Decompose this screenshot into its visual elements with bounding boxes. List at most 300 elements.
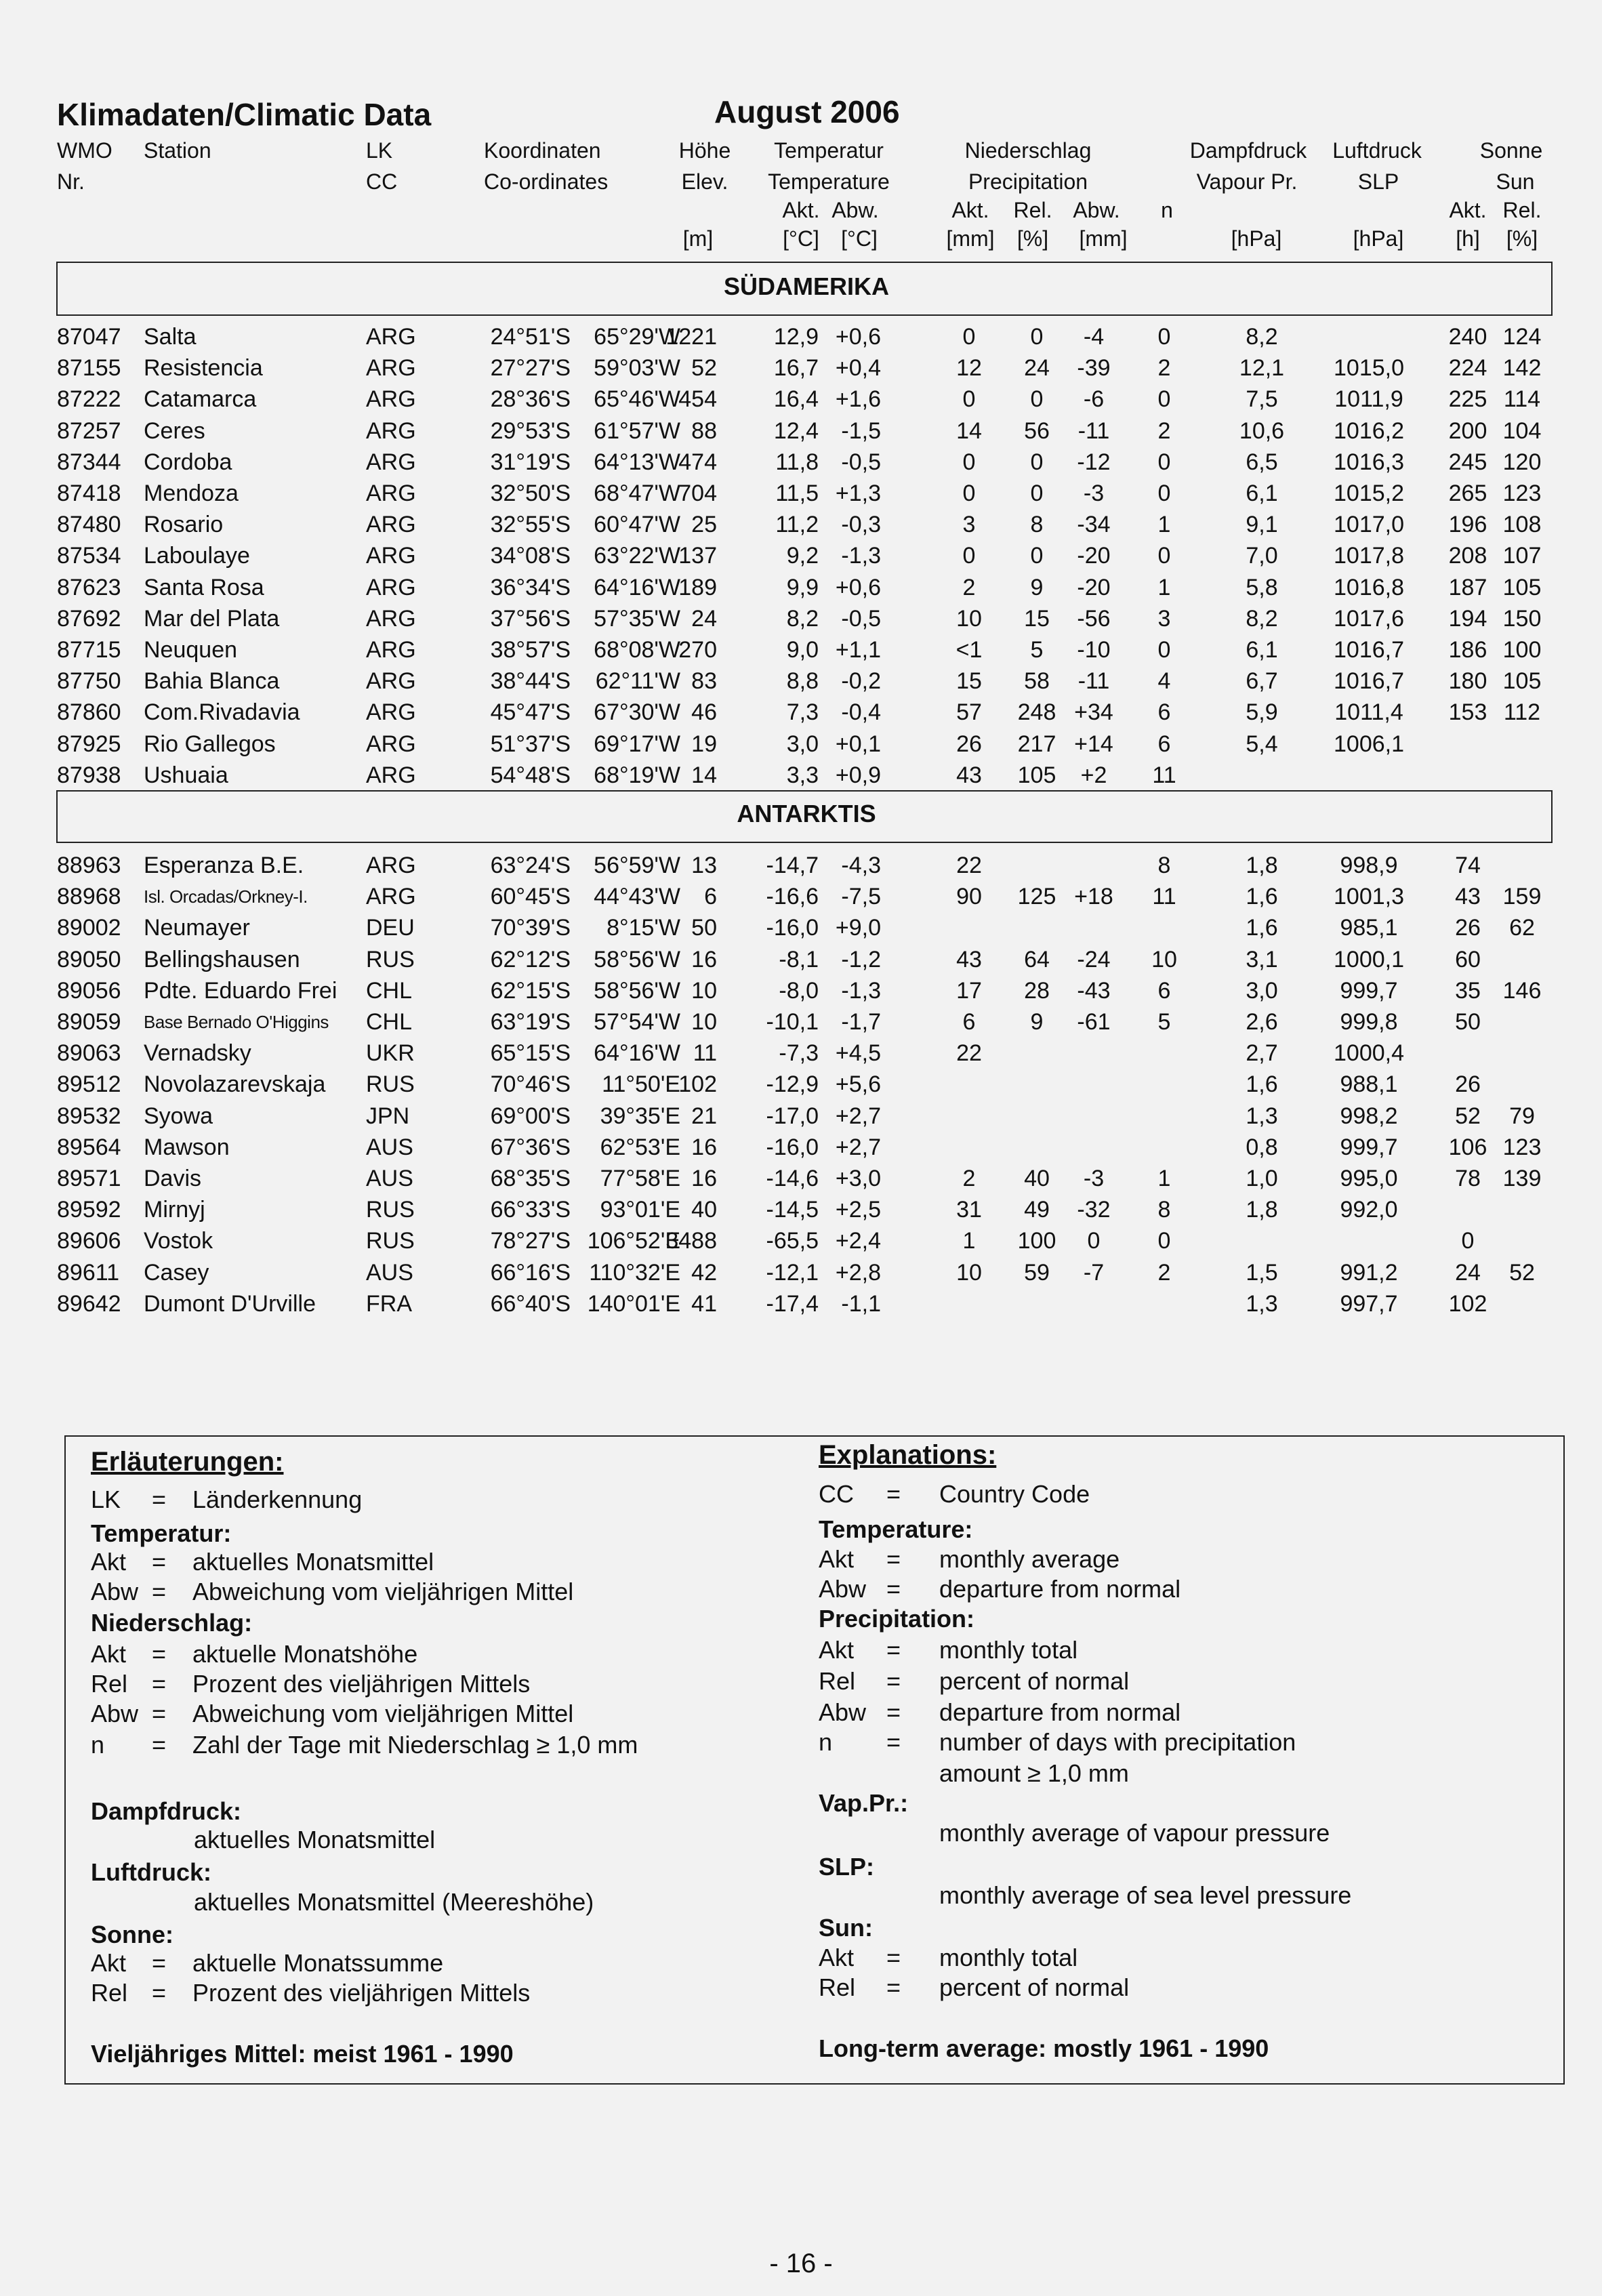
country-code: UKR (366, 1040, 415, 1067)
vapour-pressure: 6,1 (1246, 637, 1278, 663)
table-row (0, 1101, 1602, 1132)
temp-akt: 12,4 (773, 417, 819, 444)
legend-key: n (819, 1728, 833, 1756)
legend-heading: Explanations: (819, 1440, 997, 1470)
sea-level-pressure: 999,7 (1340, 1134, 1398, 1160)
longitude: 62°11'W (595, 668, 680, 695)
longitude: 58°56'W (594, 946, 680, 972)
temp-abw: +2,7 (835, 1134, 881, 1160)
table-row (0, 729, 1602, 760)
latitude: 29°53'S (490, 417, 571, 444)
country-code: JPN (366, 1103, 410, 1129)
sea-level-pressure: 988,1 (1340, 1071, 1398, 1098)
sun-akt: 265 (1448, 480, 1487, 506)
col-temp-en: Temperature (768, 169, 890, 194)
longitude: 69°17'W (594, 731, 680, 757)
legend-equals: = (886, 1698, 901, 1726)
temp-akt: -65,5 (766, 1228, 819, 1254)
temp-akt: 3,3 (786, 762, 819, 788)
elevation: 6 (704, 884, 717, 910)
col-temp-akt: Akt. (782, 198, 820, 222)
sea-level-pressure: 999,7 (1340, 977, 1398, 1004)
prec-days: 2 (1157, 355, 1171, 382)
elevation: 14 (691, 762, 717, 788)
elevation: 24 (691, 605, 717, 632)
latitude: 70°39'S (490, 915, 571, 941)
vapour-pressure: 3,0 (1246, 977, 1278, 1004)
latitude: 67°36'S (490, 1134, 571, 1160)
sun-akt: 50 (1455, 1009, 1481, 1035)
prec-abw: -34 (1077, 512, 1111, 538)
prec-days: 8 (1157, 853, 1171, 878)
sun-rel: 139 (1502, 1166, 1542, 1191)
table-row (0, 603, 1602, 634)
station-name: Mendoza (144, 480, 239, 506)
wmo-nr: 87155 (57, 355, 121, 382)
sun-akt: 78 (1455, 1166, 1481, 1191)
sun-akt: 0 (1461, 1228, 1475, 1254)
latitude: 63°24'S (490, 853, 571, 878)
sea-level-pressure: 985,1 (1340, 915, 1398, 941)
legend-subheading: Precipitation: (819, 1605, 975, 1633)
legend-value: Prozent des vieljährigen Mittels (192, 1979, 531, 2007)
elevation: 1221 (665, 324, 717, 350)
vapour-pressure: 0,8 (1246, 1134, 1278, 1160)
prec-akt: 90 (956, 884, 982, 910)
temp-akt: -14,6 (766, 1166, 819, 1191)
country-code: ARG (366, 543, 416, 569)
legend-value: Country Code (939, 1480, 1090, 1508)
prec-days: 11 (1152, 762, 1176, 788)
legend-equals: = (152, 1640, 167, 1668)
col-sun-rel-unit: [%] (1506, 226, 1538, 251)
table-row (0, 697, 1602, 728)
latitude: 68°35'S (490, 1166, 571, 1191)
longitude: 64°16'W (594, 1040, 680, 1067)
sun-akt: 52 (1455, 1103, 1481, 1129)
prec-rel: 125 (1017, 884, 1056, 910)
temp-abw: -1,7 (841, 1009, 881, 1035)
temp-abw: -1,3 (841, 543, 881, 569)
prec-days: 0 (1157, 480, 1171, 506)
sun-akt: 200 (1448, 417, 1487, 444)
elevation: 52 (691, 355, 717, 382)
table-row (0, 634, 1602, 665)
table-row (0, 760, 1602, 791)
prec-akt: 57 (956, 699, 982, 726)
wmo-nr: 88963 (57, 853, 121, 878)
col-elev: Höhe (678, 138, 731, 163)
legend-description: monthly average of vapour pressure (939, 1819, 1330, 1847)
vapour-pressure: 7,5 (1246, 386, 1278, 413)
elevation: 10 (691, 977, 717, 1004)
temp-akt: -8,0 (779, 977, 819, 1004)
prec-akt: 43 (956, 762, 982, 788)
legend-key: Abw (819, 1698, 867, 1726)
sun-rel: 123 (1502, 1134, 1542, 1160)
station-name: Salta (144, 324, 197, 350)
sea-level-pressure: 1017,8 (1334, 543, 1404, 569)
temp-akt: 11,2 (775, 512, 819, 538)
legend-equals: = (886, 1728, 901, 1756)
vapour-pressure: 7,0 (1246, 543, 1278, 569)
col-prec-rel-unit: [%] (1016, 226, 1049, 251)
col-vap-en: Vapour Pr. (1196, 169, 1298, 194)
temp-abw: -0,3 (841, 512, 881, 538)
col-temp: Temperatur (774, 138, 884, 163)
latitude: 38°57'S (490, 637, 571, 663)
latitude: 32°55'S (490, 512, 571, 538)
sun-akt: 43 (1455, 884, 1481, 910)
wmo-nr: 87222 (57, 386, 121, 413)
prec-akt: 2 (962, 574, 976, 600)
table-row (0, 1132, 1602, 1163)
latitude: 62°15'S (490, 977, 571, 1004)
legend-subheading: Temperature: (819, 1515, 973, 1543)
sun-akt: 225 (1448, 386, 1487, 413)
prec-days: 1 (1157, 1166, 1171, 1191)
col-vap: Dampfdruck (1189, 138, 1307, 163)
table-row (0, 384, 1602, 415)
longitude: 57°35'W (594, 605, 680, 632)
legend-subheading: Sun: (819, 1914, 873, 1942)
temp-abw: +2,7 (835, 1103, 881, 1129)
temp-abw: +0,6 (835, 324, 881, 350)
legend-equals: = (152, 1485, 167, 1513)
prec-abw: -61 (1077, 1009, 1111, 1035)
legend-footer: Long-term average: mostly 1961 - 1990 (819, 2034, 1269, 2062)
table-row (0, 572, 1602, 603)
sea-level-pressure: 1016,7 (1334, 637, 1404, 663)
legend-key: Abw (91, 1700, 139, 1727)
legend-description: aktuelles Monatsmittel (Meereshöhe) (194, 1888, 594, 1916)
longitude: 68°08'W (594, 637, 680, 663)
legend-key: Akt (819, 1545, 855, 1573)
vapour-pressure: 2,6 (1246, 1009, 1278, 1035)
vapour-pressure: 1,5 (1246, 1259, 1278, 1286)
sea-level-pressure: 1000,4 (1334, 1040, 1404, 1067)
legend-description: amount ≥ 1,0 mm (939, 1759, 1129, 1787)
station-name: Cordoba (144, 449, 232, 475)
station-name: Mawson (144, 1134, 230, 1160)
legend-key: Akt (819, 1944, 855, 1971)
legend-subheading: Niederschlag: (91, 1609, 253, 1637)
temp-akt: 16,4 (773, 386, 819, 413)
wmo-nr: 89002 (57, 915, 121, 941)
prec-abw: -7 (1083, 1259, 1105, 1286)
table-row (0, 540, 1602, 571)
longitude: 65°46'W (594, 386, 680, 413)
wmo-nr: 87047 (57, 324, 121, 350)
temp-abw: +2,8 (835, 1259, 881, 1286)
prec-rel: 58 (1024, 668, 1050, 695)
sun-akt: 153 (1448, 699, 1487, 726)
sun-rel: 146 (1502, 977, 1542, 1004)
sun-rel: 123 (1502, 480, 1542, 506)
wmo-nr: 89611 (57, 1259, 120, 1286)
temp-akt: 8,2 (786, 605, 819, 632)
legend-heading: Erläuterungen: (91, 1447, 284, 1477)
document-title: Klimadaten/Climatic Data (57, 97, 432, 132)
station-name: Ceres (144, 417, 205, 444)
col-elev-en: Elev. (681, 169, 728, 194)
prec-abw: 0 (1087, 1228, 1101, 1254)
sun-akt: 245 (1448, 449, 1487, 475)
prec-akt: 0 (962, 386, 976, 413)
temp-akt: 3,0 (786, 731, 819, 757)
legend-value: percent of normal (939, 1973, 1130, 2001)
country-code: CHL (366, 977, 413, 1004)
wmo-nr: 87715 (57, 637, 121, 663)
sun-akt: 187 (1448, 574, 1487, 600)
latitude: 60°45'S (490, 884, 571, 910)
temp-abw: -0,5 (841, 605, 881, 632)
elevation: 474 (678, 449, 717, 475)
country-code: ARG (366, 355, 416, 382)
country-code: FRA (366, 1290, 412, 1317)
prec-akt: 22 (956, 853, 982, 878)
latitude: 38°44'S (490, 668, 571, 695)
sun-rel: 105 (1502, 668, 1542, 695)
wmo-nr: 89606 (57, 1228, 121, 1254)
prec-rel: 64 (1024, 946, 1050, 972)
table-row (0, 1038, 1602, 1069)
prec-abw: -4 (1083, 324, 1105, 350)
col-sun-en: Sun (1496, 169, 1535, 194)
longitude: 63°22'W (594, 543, 680, 569)
country-code: ARG (366, 324, 416, 350)
sea-level-pressure: 995,0 (1340, 1166, 1398, 1191)
wmo-nr: 89063 (57, 1040, 121, 1067)
temp-abw: -7,5 (841, 884, 881, 910)
table-row (0, 944, 1602, 975)
wmo-nr: 87860 (57, 699, 121, 726)
wmo-nr: 89642 (57, 1290, 121, 1317)
legend-equals: = (152, 1979, 167, 2007)
station-name: Base Bernado O'Higgins (144, 1012, 329, 1032)
longitude: 39°35'E (600, 1103, 680, 1129)
col-wmo-nr: Nr. (57, 169, 85, 194)
prec-akt: 22 (956, 1040, 982, 1067)
prec-akt: 3 (962, 512, 976, 538)
sun-akt: 24 (1455, 1259, 1481, 1286)
prec-rel: 49 (1024, 1197, 1050, 1223)
longitude: 58°56'W (594, 977, 680, 1004)
temp-akt: -7,3 (779, 1040, 819, 1067)
col-prec-rel: Rel. (1013, 198, 1052, 222)
legend-value: Abweichung vom vieljährigen Mittel (192, 1578, 574, 1605)
temp-abw: -1,3 (841, 977, 881, 1004)
elevation: 88 (691, 417, 717, 444)
latitude: 66°16'S (490, 1259, 571, 1286)
latitude: 34°08'S (490, 543, 571, 569)
prec-abw: -10 (1077, 637, 1111, 663)
sun-rel: 79 (1509, 1103, 1535, 1129)
prec-akt: 10 (956, 1259, 982, 1286)
prec-days: 0 (1157, 386, 1171, 413)
legend-value: Länderkennung (192, 1485, 363, 1513)
country-code: RUS (366, 946, 415, 972)
prec-days: 0 (1157, 324, 1171, 350)
col-slp-unit: [hPa] (1353, 226, 1404, 251)
sea-level-pressure: 1017,0 (1334, 512, 1404, 538)
sun-rel: 100 (1502, 637, 1542, 663)
legend-value: percent of normal (939, 1667, 1130, 1695)
vapour-pressure: 1,6 (1246, 884, 1278, 910)
latitude: 31°19'S (490, 449, 571, 475)
elevation: 137 (678, 543, 717, 569)
table-row (0, 1225, 1602, 1256)
legend-key: Rel (819, 1667, 856, 1695)
vapour-pressure: 1,6 (1246, 915, 1278, 941)
legend-key: CC (819, 1480, 854, 1508)
vapour-pressure: 1,8 (1246, 1197, 1278, 1223)
legend-key: LK (91, 1485, 121, 1513)
temp-akt: -16,6 (766, 884, 819, 910)
vapour-pressure: 6,1 (1246, 480, 1278, 506)
legend-value: monthly total (939, 1944, 1078, 1971)
temp-abw: -0,5 (841, 449, 881, 475)
longitude: 140°01'E (587, 1290, 680, 1317)
legend-value: Zahl der Tage mit Niederschlag ≥ 1,0 mm (192, 1731, 638, 1759)
sun-rel: 108 (1502, 512, 1542, 538)
vapour-pressure: 1,6 (1246, 1071, 1278, 1098)
legend-equals: = (886, 1636, 901, 1664)
legend-key: Abw (91, 1578, 139, 1605)
col-prec-akt: Akt. (951, 198, 989, 222)
elevation: 189 (678, 574, 717, 600)
sun-rel: 52 (1509, 1259, 1535, 1286)
prec-abw: -24 (1077, 946, 1111, 972)
legend-value: departure from normal (939, 1698, 1181, 1726)
sea-level-pressure: 1011,4 (1334, 699, 1403, 726)
prec-abw: -20 (1077, 543, 1111, 569)
legend-key: Akt (91, 1548, 127, 1576)
country-code: ARG (366, 637, 416, 663)
col-coord: Koordinaten (484, 138, 601, 163)
col-elev-unit: [m] (682, 226, 714, 251)
country-code: ARG (366, 449, 416, 475)
legend-subheading: Vap.Pr.: (819, 1789, 909, 1817)
legend-value: monthly total (939, 1636, 1078, 1664)
prec-abw: -3 (1083, 1166, 1105, 1191)
prec-akt: 1 (962, 1228, 976, 1254)
prec-days: 1 (1157, 574, 1171, 600)
prec-days: 6 (1157, 699, 1171, 726)
station-name: Ushuaia (144, 762, 228, 788)
prec-abw: -11 (1077, 668, 1110, 695)
latitude: 65°15'S (490, 1040, 571, 1067)
station-name: Rio Gallegos (144, 731, 276, 757)
station-name: Isl. Orcadas/Orkney-I. (144, 886, 308, 907)
sun-akt: 60 (1455, 946, 1481, 972)
prec-rel: 15 (1024, 605, 1050, 632)
sea-level-pressure: 1011,9 (1334, 386, 1403, 413)
temp-abw: +1,1 (835, 637, 881, 663)
latitude: 62°12'S (490, 946, 571, 972)
temp-abw: +0,4 (835, 355, 881, 382)
longitude: 64°16'W (594, 574, 680, 600)
longitude: 110°32'E (589, 1259, 680, 1286)
table-row (0, 1069, 1602, 1100)
prec-abw: +14 (1074, 731, 1113, 757)
table-row (0, 912, 1602, 943)
legend-value: number of days with precipitation (939, 1728, 1296, 1756)
prec-abw: +2 (1080, 762, 1107, 788)
sun-akt: 194 (1448, 605, 1487, 632)
sea-level-pressure: 998,9 (1340, 853, 1398, 878)
temp-abw: +3,0 (835, 1166, 881, 1191)
prec-days: 0 (1157, 543, 1171, 569)
temp-abw: +2,4 (835, 1228, 881, 1254)
vapour-pressure: 1,3 (1246, 1103, 1278, 1129)
table-row (0, 1194, 1602, 1225)
legend-subheading: Temperatur: (91, 1519, 232, 1547)
latitude: 37°56'S (490, 605, 571, 632)
col-prec-akt-unit: [mm] (946, 226, 995, 251)
latitude: 66°40'S (490, 1290, 571, 1317)
wmo-nr: 87480 (57, 512, 121, 538)
legend-key: Rel (91, 1670, 128, 1698)
longitude: 64°13'W (594, 449, 680, 475)
prec-abw: +18 (1074, 884, 1113, 910)
legend-equals: = (886, 1480, 901, 1508)
latitude: 28°36'S (490, 386, 571, 413)
legend-key: Akt (91, 1640, 127, 1668)
sun-akt: 208 (1448, 543, 1487, 569)
country-code: CHL (366, 1009, 413, 1035)
wmo-nr: 89050 (57, 946, 121, 972)
prec-rel: 56 (1024, 417, 1050, 444)
temp-akt: 9,0 (786, 637, 819, 663)
table-row (0, 415, 1602, 447)
prec-days: 1 (1157, 512, 1171, 538)
table-row (0, 881, 1602, 912)
sun-akt: 26 (1455, 915, 1481, 941)
vapour-pressure: 5,4 (1246, 731, 1278, 757)
temp-akt: -14,7 (766, 853, 819, 878)
station-name: Resistencia (144, 355, 263, 382)
longitude: 68°19'W (594, 762, 680, 788)
wmo-nr: 87750 (57, 668, 121, 695)
prec-akt: 0 (962, 324, 976, 350)
wmo-nr: 89059 (57, 1009, 121, 1035)
prec-rel: 0 (1030, 449, 1044, 475)
temp-abw: +0,6 (835, 574, 881, 600)
wmo-nr: 89592 (57, 1197, 121, 1223)
temp-akt: -17,4 (766, 1290, 819, 1317)
station-name: Syowa (144, 1103, 213, 1129)
longitude: 11°50'E (602, 1071, 680, 1098)
station-name: Novolazarevskaja (144, 1071, 326, 1098)
prec-akt: 17 (956, 977, 982, 1004)
wmo-nr: 89532 (57, 1103, 121, 1129)
legend-value: aktuelle Monatshöhe (192, 1640, 418, 1668)
vapour-pressure: 5,8 (1246, 574, 1278, 600)
station-name: Vostok (144, 1228, 213, 1254)
sun-rel: 105 (1502, 574, 1542, 600)
elevation: 42 (691, 1259, 717, 1286)
prec-rel: 0 (1030, 324, 1044, 350)
temp-abw: -0,2 (841, 668, 881, 695)
sea-level-pressure: 999,8 (1340, 1009, 1398, 1035)
col-station: Station (144, 138, 211, 163)
station-name: Esperanza B.E. (144, 853, 304, 878)
legend-value: Abweichung vom vieljährigen Mittel (192, 1700, 574, 1727)
station-name: Neuquen (144, 637, 238, 663)
temp-abw: +9,0 (835, 915, 881, 941)
elevation: 16 (691, 1134, 717, 1160)
